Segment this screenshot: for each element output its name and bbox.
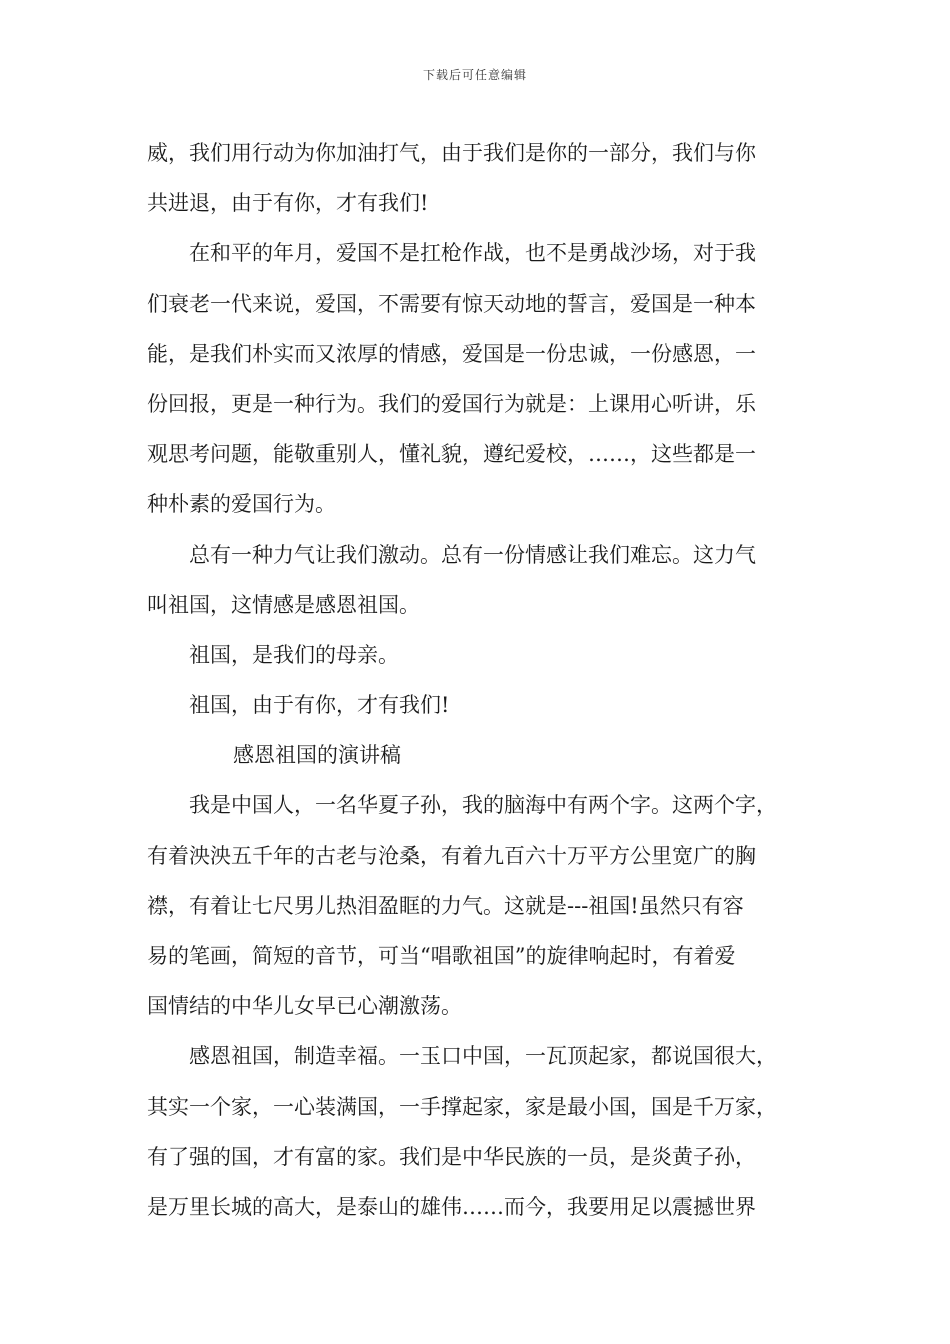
document-body [147,128,799,1232]
text-line: 襟，有着让七尺男儿热泪盈眶的力气。这就是---祖国!虽然只有容 [147,893,744,918]
text-line: 祖国，由于有你，才有我们! [189,693,450,718]
text-line: 份回报，更是一种行为。我们的爱国行为就是：上课用心听讲，乐 [147,391,756,416]
text-line: 有了强的国，才有富的家。我们是中华民族的一员，是炎黄子孙， [147,1144,756,1169]
text-line: 共进退，由于有你，才有我们! [147,191,429,216]
page-header: 下载后可任意编辑 [422,68,527,82]
text-line: 是万里长城的高大，是泰山的雄伟……而今，我要用足以震撼世界 [147,1194,756,1219]
text-line: 有着泱泱五千年的古老与沧桑，有着九百六十万平方公里宽广的胸 [147,843,756,868]
text-line: 观思考问题，能敬重别人，懂礼貌，遵纪爱校，……，这些都是一 [147,442,756,467]
text-line: 威，我们用行动为你加油打气，由于我们是你的一部分，我们与你 [147,141,756,165]
text-line: 国情结的中华儿女早已心潮激荡。 [147,994,462,1019]
section-title: 感恩祖国的演讲稿 [233,743,401,768]
text-line: 种朴素的爱国行为。 [147,492,336,517]
text-line: 们衰老一代来说，爱国，不需要有惊天动地的誓言，爱国是一种本 [147,291,756,316]
text-line: 叫祖国，这情感是感恩祖国。 [147,592,420,617]
text-line: 其实一个家，一心装满国，一手撑起家，家是最小国，国是千万家， [147,1094,777,1119]
text-line: 感恩祖国，制造幸福。一玉口中国，一瓦顶起家，都说国很大， [189,1044,777,1069]
text-line: 易的笔画，简短的音节，可当“唱歌祖国”的旋律响起时，有着爱 [147,944,736,968]
text-line: 总有一种力气让我们激动。总有一份情感让我们难忘。这力气 [189,542,756,567]
text-line: 我是中国人，一名华夏子孙，我的脑海中有两个字。这两个字， [189,793,777,818]
text-line: 祖国，是我们的母亲。 [189,642,399,667]
text-line: 在和平的年月，爱国不是扛枪作战，也不是勇战沙场，对于我 [189,241,756,266]
text-line: 能，是我们朴实而又浓厚的情感，爱国是一份忠诚，一份感恩，一 [147,341,756,366]
